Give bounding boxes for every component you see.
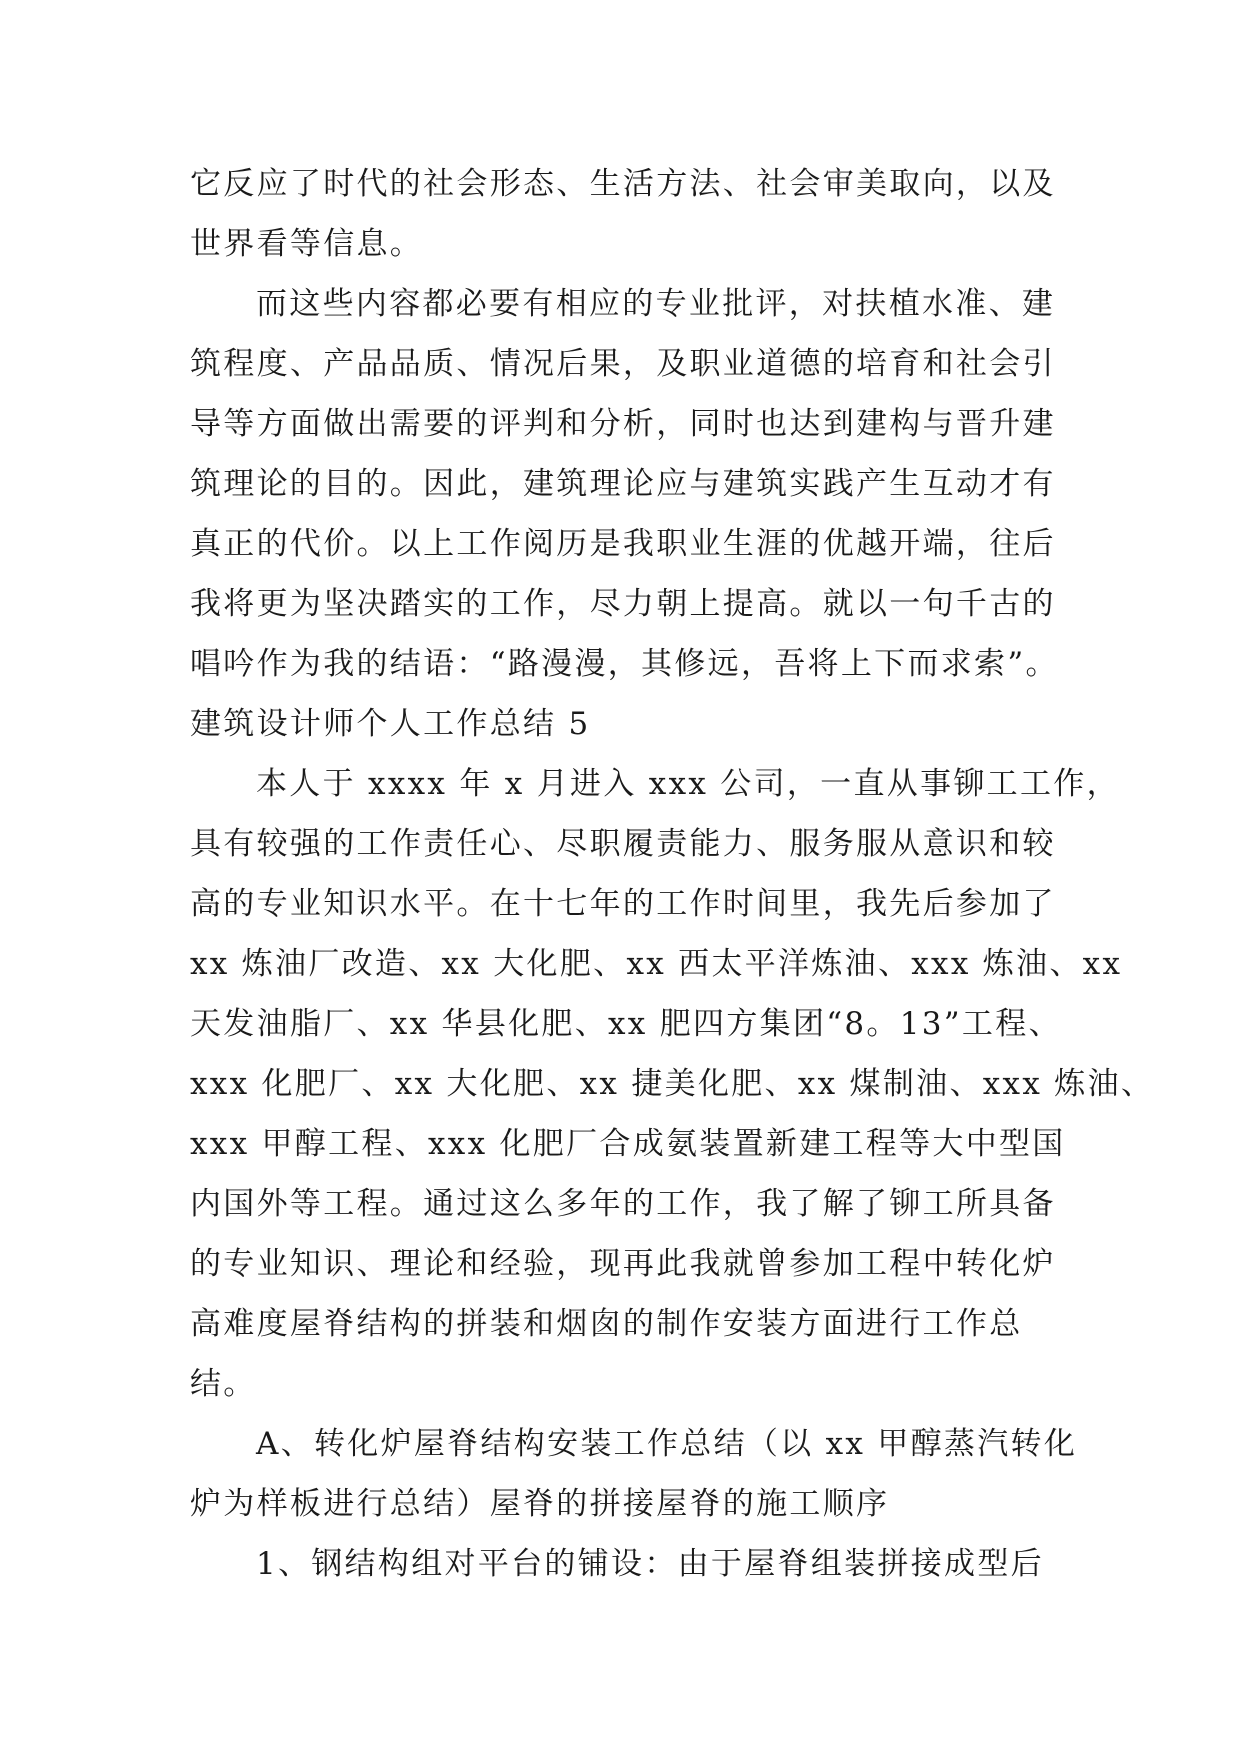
text-line: 它反应了时代的社会形态、生活方法、社会审美取向，以及 bbox=[190, 166, 1056, 202]
document-body bbox=[190, 154, 1155, 1594]
text-line: 具有较强的工作责任心、尽职履责能力、服务服从意识和较 bbox=[190, 826, 1056, 862]
paragraph-start-line: 1、钢结构组对平台的铺设：由于屋脊组装拼接成型后 bbox=[256, 1546, 1044, 1582]
text-line: 高难度屋脊结构的拼装和烟囱的制作安装方面进行工作总 bbox=[190, 1306, 1023, 1342]
text-line: xxx 化肥厂、xx 大化肥、xx 捷美化肥、xx 煤制油、xxx 炼油、 bbox=[190, 1066, 1155, 1102]
text-line: 炉为样板进行总结）屋脊的拼接屋脊的施工顺序 bbox=[190, 1486, 890, 1522]
text-line: 世界看等信息。 bbox=[190, 226, 424, 262]
text-line: 筑程度、产品品质、情况后果，及职业道德的培育和社会引 bbox=[190, 346, 1056, 382]
paragraph-start-line: A、转化炉屋脊结构安装工作总结（以 xx 甲醇蒸汽转化 bbox=[256, 1426, 1078, 1462]
section-heading: 建筑设计师个人工作总结 5 bbox=[190, 706, 591, 742]
text-line: 唱吟作为我的结语：“路漫漫，其修远，吾将上下而求索”。 bbox=[190, 646, 1059, 682]
text-line: xx 炼油厂改造、xx 大化肥、xx 西太平洋炼油、xxx 炼油、xx bbox=[190, 946, 1123, 982]
text-line: xxx 甲醇工程、xxx 化肥厂合成氨装置新建工程等大中型国 bbox=[190, 1126, 1066, 1162]
text-line: 结。 bbox=[190, 1366, 257, 1402]
text-line: 天发油脂厂、xx 华县化肥、xx 肥四方集团“8。13”工程、 bbox=[190, 1006, 1062, 1042]
text-line: 我将更为坚决踏实的工作，尽力朝上提高。就以一句千古的 bbox=[190, 586, 1056, 622]
text-line: 导等方面做出需要的评判和分析，同时也达到建构与晋升建 bbox=[190, 406, 1056, 442]
text-line: 筑理论的目的。因此，建筑理论应与建筑实践产生互动才有 bbox=[190, 466, 1056, 502]
paragraph-start-line: 本人于 xxxx 年 x 月进入 xxx 公司，一直从事铆工工作， bbox=[256, 766, 1120, 802]
paragraph-start-line: 而这些内容都必要有相应的专业批评，对扶植水准、建 bbox=[256, 286, 1056, 322]
text-line: 高的专业知识水平。在十七年的工作时间里，我先后参加了 bbox=[190, 886, 1056, 922]
text-line: 的专业知识、理论和经验，现再此我就曾参加工程中转化炉 bbox=[190, 1246, 1056, 1282]
text-line: 内国外等工程。通过这么多年的工作，我了解了铆工所具备 bbox=[190, 1186, 1056, 1222]
text-line: 真正的代价。以上工作阅历是我职业生涯的优越开端，往后 bbox=[190, 526, 1056, 562]
